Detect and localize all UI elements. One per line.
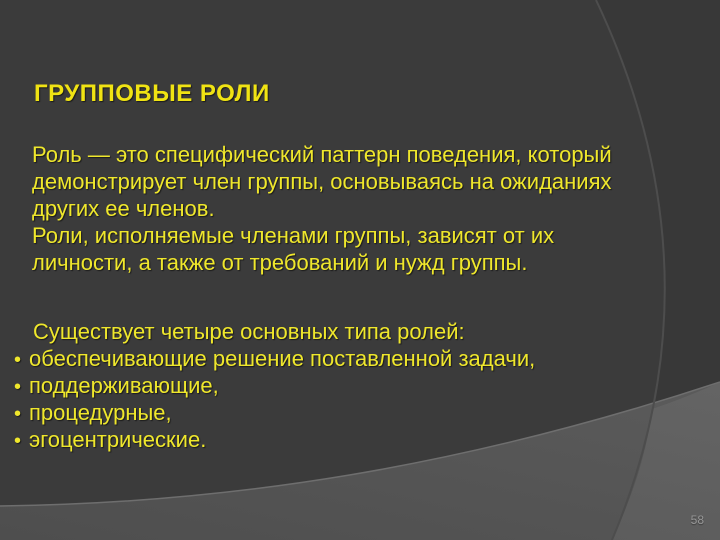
slide-body [14, 141, 694, 453]
list-item [14, 399, 694, 426]
body-line: личности, а также от требований и нужд группы. [32, 250, 528, 275]
list-item-label: процедурные, [29, 400, 172, 425]
body-line: других ее членов. [32, 196, 215, 221]
bullet-icon: • [14, 403, 22, 425]
bullet-icon: • [14, 376, 22, 398]
paragraph-gap [14, 276, 694, 318]
list-item-label: эгоцентрические. [29, 427, 207, 452]
slide-title: ГРУППОВЫЕ РОЛИ [34, 80, 270, 107]
list-item [14, 426, 694, 453]
body-line: Роли, исполняемые членами группы, зависят от их [32, 223, 555, 248]
list-item [14, 372, 694, 399]
list-item-label: обеспечивающие решение поставленной задачи, [29, 346, 536, 371]
body-line: демонстрирует член группы, основываясь на ожиданиях [32, 169, 612, 194]
list-item-label: поддерживающие, [29, 373, 219, 398]
bullet-icon: • [14, 430, 22, 452]
body-line: Роль — это специфический паттерн поведения, который [32, 142, 612, 167]
list-item [14, 345, 694, 372]
bullet-icon: • [14, 349, 22, 371]
page-number: 58 [690, 513, 704, 527]
list-intro: Существует четыре основных типа ролей: [33, 319, 465, 344]
